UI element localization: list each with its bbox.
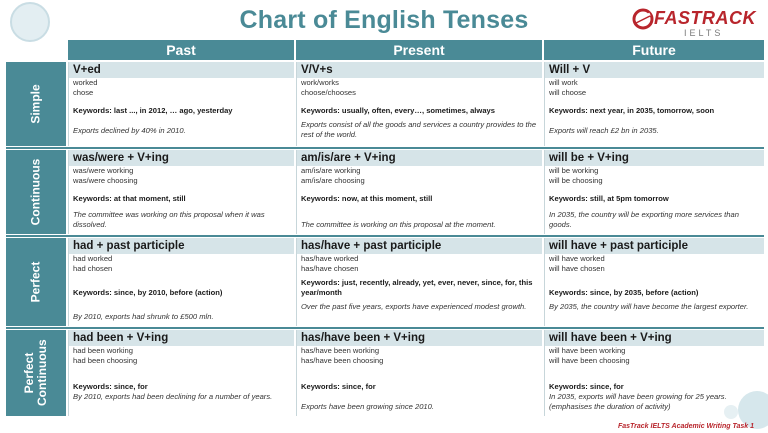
keywords: Keywords: now, at this moment, still bbox=[301, 194, 433, 203]
tense-formula: was/were + V+ing bbox=[69, 150, 294, 166]
example: has/have been choosing bbox=[301, 356, 384, 365]
cell-perfect-past bbox=[68, 238, 294, 326]
example: was/were working bbox=[73, 166, 134, 175]
tense-formula: will be + V+ing bbox=[545, 150, 764, 166]
keywords: Keywords: still, at 5pm tomorrow bbox=[549, 194, 669, 203]
keywords: Keywords: since, by 2010, before (action) bbox=[73, 288, 223, 297]
cell-perfect-continuous-present bbox=[296, 330, 542, 416]
logo-icon bbox=[632, 8, 654, 30]
cell-perfect-continuous-past bbox=[68, 330, 294, 416]
example: am/is/are working bbox=[301, 166, 361, 175]
keywords: Keywords: since, for bbox=[549, 382, 624, 391]
row-label-simple: Simple bbox=[6, 62, 66, 146]
example-sentence: The committee is working on this proposal at the moment. bbox=[301, 220, 496, 229]
row-label-continuous: Continuous bbox=[6, 150, 66, 234]
example: will be choosing bbox=[549, 176, 603, 185]
example-sentence: Exports will reach £2 bn in 2035. bbox=[549, 126, 659, 135]
example: has/have worked bbox=[301, 254, 359, 263]
example: was/were choosing bbox=[73, 176, 138, 185]
row-divider bbox=[6, 235, 764, 237]
example: will choose bbox=[549, 88, 587, 97]
tense-formula: Will + V bbox=[545, 62, 764, 78]
example: worked bbox=[73, 78, 98, 87]
example-sentence: In 2035, exports will have been growing for 25 years. (emphasises the duration of activity) bbox=[549, 392, 727, 411]
footer-caption: FasTrack IELTS Academic Writing Task 1 bbox=[617, 423, 754, 430]
logo-name: FASTRACK bbox=[654, 8, 756, 28]
cell-simple-present bbox=[296, 62, 542, 146]
example: has/have been working bbox=[301, 346, 380, 355]
row-label-perfect: Perfect bbox=[6, 238, 66, 326]
example-sentence: Exports have been growing since 2010. bbox=[301, 402, 434, 411]
column-header-present: Present bbox=[296, 40, 542, 60]
example: will have been working bbox=[549, 346, 626, 355]
example-sentence: Exports consist of all the goods and services a country provides to the rest of the world. bbox=[301, 120, 537, 139]
tense-formula: had been + V+ing bbox=[69, 330, 294, 346]
cell-perfect-future bbox=[544, 238, 764, 326]
tense-formula: am/is/are + V+ing bbox=[297, 150, 542, 166]
column-header-past: Past bbox=[68, 40, 294, 60]
column-header-future: Future bbox=[544, 40, 764, 60]
example-sentence: Exports declined by 40% in 2010. bbox=[73, 126, 186, 135]
example: had been working bbox=[73, 346, 133, 355]
keywords: Keywords: usually, often, every…, sometimes, always bbox=[301, 106, 495, 115]
example-sentence: Over the past five years, exports have experienced modest growth. bbox=[301, 302, 527, 311]
example-sentence: In 2035, the country will be exporting more services than goods. bbox=[549, 210, 739, 229]
example: had been choosing bbox=[73, 356, 138, 365]
row-divider bbox=[6, 327, 764, 329]
keywords: Keywords: since, for bbox=[301, 382, 376, 391]
keywords: Keywords: since, by 2035, before (action) bbox=[549, 288, 699, 297]
tense-formula: V/V+s bbox=[297, 62, 542, 78]
example: choose/chooses bbox=[301, 88, 356, 97]
cell-perfect-continuous-future bbox=[544, 330, 764, 416]
cell-perfect-present bbox=[296, 238, 542, 326]
row-label-perfect-continuous: Perfect Continuous bbox=[6, 330, 66, 416]
tense-formula: will have + past participle bbox=[545, 238, 764, 254]
keywords: Keywords: last ..., in 2012, … ago, yesterday bbox=[73, 106, 233, 115]
example: will have been choosing bbox=[549, 356, 630, 365]
cell-continuous-future bbox=[544, 150, 764, 234]
brand-logo bbox=[632, 6, 756, 40]
example: had worked bbox=[73, 254, 113, 263]
row-divider bbox=[6, 147, 764, 149]
example-sentence: By 2010, exports had shrunk to £500 mln. bbox=[73, 312, 214, 321]
page-title: Chart of English Tenses bbox=[239, 6, 529, 34]
tense-formula: V+ed bbox=[69, 62, 294, 78]
example-sentence: By 2035, the country will have become the largest exporter. bbox=[549, 302, 749, 311]
keywords: Keywords: just, recently, already, yet, ever, never, since, for, this year/month bbox=[301, 278, 533, 297]
cell-simple-future bbox=[544, 62, 764, 146]
keywords: Keywords: next year, in 2035, tomorrow, soon bbox=[549, 106, 715, 115]
example: chose bbox=[73, 88, 94, 97]
tense-formula: will have been + V+ing bbox=[545, 330, 764, 346]
logo-subtitle: IELTS bbox=[684, 28, 724, 38]
cell-continuous-present bbox=[296, 150, 542, 234]
example: am/is/are choosing bbox=[301, 176, 365, 185]
example: has/have chosen bbox=[301, 264, 359, 273]
example: will work bbox=[549, 78, 578, 87]
example-sentence: The committee was working on this proposal when it was dissolved. bbox=[73, 210, 265, 229]
tense-formula: had + past participle bbox=[69, 238, 294, 254]
example: will have chosen bbox=[549, 264, 605, 273]
example: will be working bbox=[549, 166, 599, 175]
keywords: Keywords: since, for bbox=[73, 382, 148, 391]
cell-simple-past bbox=[68, 62, 294, 146]
example: had chosen bbox=[73, 264, 113, 273]
example: will have worked bbox=[549, 254, 605, 263]
example-sentence: By 2010, exports had been declining for a number of years. bbox=[73, 392, 273, 401]
tense-formula: has/have been + V+ing bbox=[297, 330, 542, 346]
tense-formula: has/have + past participle bbox=[297, 238, 542, 254]
cell-continuous-past bbox=[68, 150, 294, 234]
example: work/works bbox=[301, 78, 339, 87]
keywords: Keywords: at that moment, still bbox=[73, 194, 186, 203]
